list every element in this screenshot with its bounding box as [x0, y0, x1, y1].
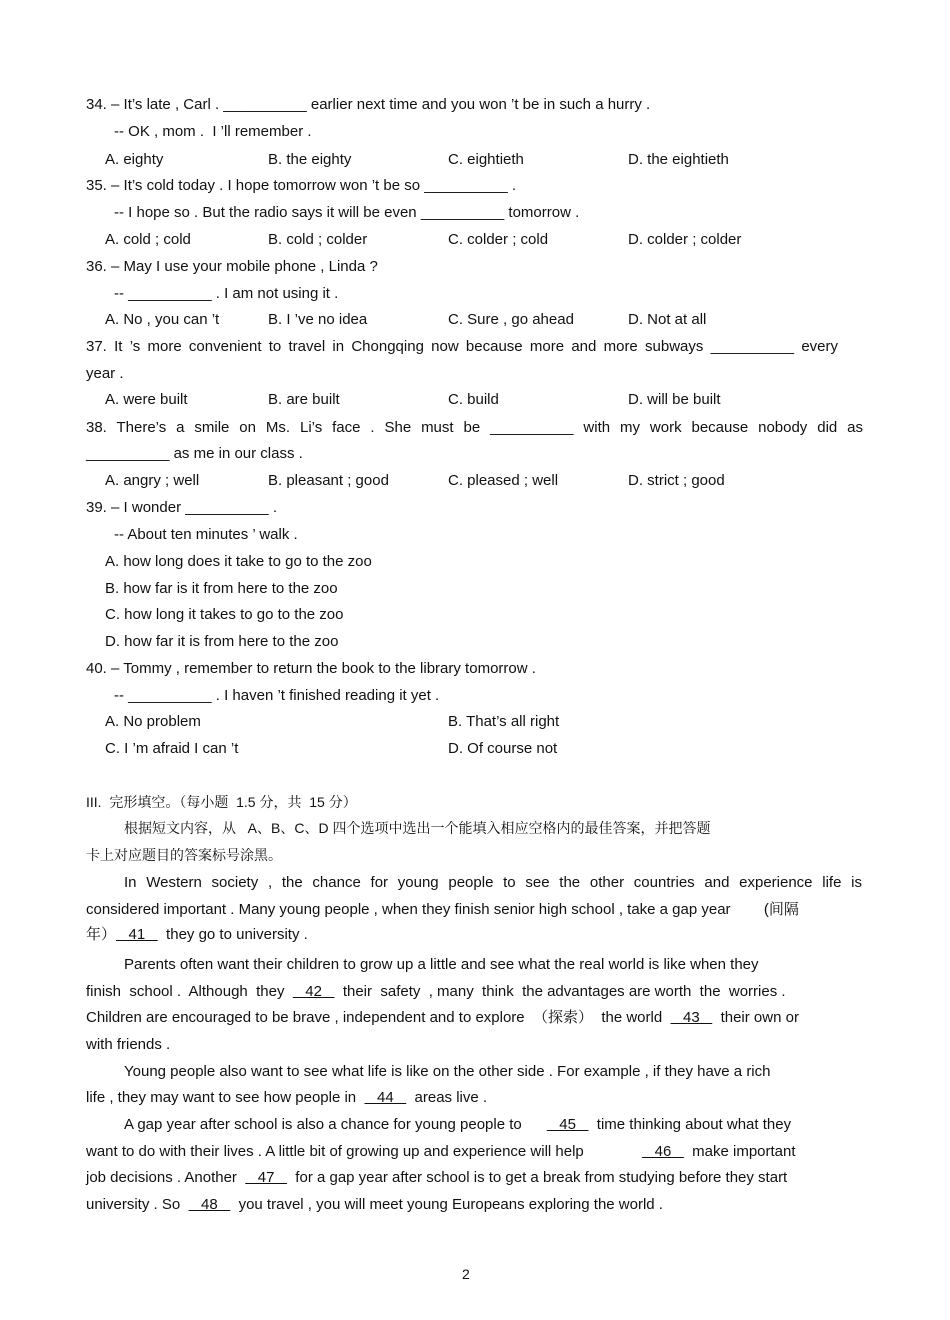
section-instructions-line1: 根据短文内容，从 A、B、C、D 四个选项中选出一个能填入相应空格内的最佳答案，并把答题 [124, 820, 711, 836]
q40-option-c: C. I ’m afraid I can ’t [105, 740, 239, 757]
section-instructions-line2: 卡上对应题目的答案标号涂黑。 [86, 847, 282, 863]
q37-option-b: B. are built [268, 391, 340, 408]
q40-option-a: A. No problem [105, 713, 201, 730]
blank-45: 45 [546, 1116, 589, 1133]
q40-option-d: D. Of course not [448, 740, 558, 757]
q37-option-c: C. build [448, 391, 499, 408]
q34-reply: -- OK , mom . I ’ll remember . [114, 123, 312, 140]
q34-option-b: B. the eighty [268, 151, 352, 168]
passage-p1-line3: 年） 41 they go to university . [86, 926, 308, 943]
q39-option-c: C. how long it takes to go to the zoo [105, 606, 344, 623]
q39-option-d: D. how far it is from here to the zoo [105, 633, 339, 650]
q39-option-a: A. how long does it take to go to the zoo [105, 553, 372, 570]
page-number: 2 [462, 1266, 470, 1282]
passage-p3-line1: Young people also want to see what life is like on the other side . For example , if they have a rich [124, 1063, 771, 1080]
q34-stem: 34. – It’s late , Carl . __________ earlier next time and you won ’t be in such a hurry . [86, 96, 651, 113]
blank-43: 43 [670, 1009, 713, 1026]
q37-option-a: A. were built [105, 391, 188, 408]
q39-reply: -- About ten minutes ’ walk . [114, 526, 298, 543]
q36-option-d: D. Not at all [628, 311, 707, 328]
q34-option-c: C. eightieth [448, 151, 524, 168]
q38-option-c: C. pleased ; well [448, 472, 559, 489]
q36-reply: -- __________ . I am not using it . [114, 285, 339, 302]
q36-stem: 36. – May I use your mobile phone , Linda ? [86, 258, 378, 275]
passage-p4-line1: A gap year after school is also a chance for young people to 45 time thinking about what they [124, 1116, 792, 1133]
passage-p3-line2: life , they may want to see how people in 44 areas live . [86, 1089, 488, 1106]
q38-option-d: D. strict ; good [628, 472, 725, 489]
q36-option-c: C. Sure , go ahead [448, 311, 574, 328]
q35-option-b: B. cold ; colder [268, 231, 368, 248]
blank-42: 42 [292, 983, 335, 1000]
q39-stem: 39. – I wonder __________ . [86, 499, 277, 516]
passage-p2-line3: Children are encouraged to be brave , independent and to explore （探索） the world 43 their own or [86, 1009, 799, 1026]
blank-46: 46 [642, 1143, 684, 1160]
q35-option-d: D. colder ; colder [628, 231, 742, 248]
q37-option-d: D. will be built [628, 391, 721, 408]
q38-stem-line2: __________ as me in our class . [86, 445, 303, 462]
q38-stem-line1: 38. There’s a smile on Ms. Li’s face . She must be __________ with my work because nobody did as [86, 419, 863, 436]
q35-option-c: C. colder ; cold [448, 231, 549, 248]
q36-option-a: A. No , you can ’t [105, 311, 220, 328]
passage-p2-line2: finish school . Although they 42 their safety , many think the advantages are worth the worries . [86, 983, 786, 1000]
q35-option-a: A. cold ; cold [105, 231, 191, 248]
passage-p1-line1: In Western society , the chance for young people to see the other countries and experience life is [124, 874, 862, 891]
blank-41: 41 [116, 926, 158, 943]
q39-option-b: B. how far is it from here to the zoo [105, 580, 338, 597]
blank-48: 48 [188, 1196, 231, 1213]
q38-option-a: A. angry ; well [105, 472, 200, 489]
q37-stem-line1: 37. It ’s more convenient to travel in Chongqing now because more and more subways __________ every [86, 338, 838, 355]
section-heading: III. 完形填空。（每小题 1.5 分，共 15 分） [86, 794, 357, 810]
q34-option-d: D. the eightieth [628, 151, 729, 168]
passage-p4-line4: university . So 48 you travel , you will meet young Europeans exploring the world . [86, 1196, 663, 1213]
q37-stem-line2: year . [86, 365, 124, 382]
q38-option-b: B. pleasant ; good [268, 472, 389, 489]
q40-reply: -- __________ . I haven ’t finished reading it yet . [114, 687, 440, 704]
passage-p1-line2: considered important . Many young people , when they finish senior high school , take a gap year (间隔 [86, 901, 799, 918]
passage-p2-line4: with friends . [86, 1036, 171, 1053]
q35-reply: -- I hope so . But the radio says it will be even __________ tomorrow . [114, 204, 580, 221]
q40-option-b: B. That’s all right [448, 713, 560, 730]
blank-44: 44 [364, 1089, 407, 1106]
blank-47: 47 [245, 1169, 287, 1186]
q34-option-a: A. eighty [105, 151, 164, 168]
q36-option-b: B. I ’ve no idea [268, 311, 368, 328]
q35-stem: 35. – It’s cold today . I hope tomorrow won ’t be so __________ . [86, 177, 516, 194]
q40-stem: 40. – Tommy , remember to return the book to the library tomorrow . [86, 660, 536, 677]
passage-p4-line2: want to do with their lives . A little bit of growing up and experience will help 46 make important [86, 1143, 796, 1160]
passage-p2-line1: Parents often want their children to grow up a little and see what the real world is like when they [124, 956, 759, 973]
passage-p4-line3: job decisions . Another 47 for a gap year after school is to get a break from studying before they start [86, 1169, 788, 1186]
